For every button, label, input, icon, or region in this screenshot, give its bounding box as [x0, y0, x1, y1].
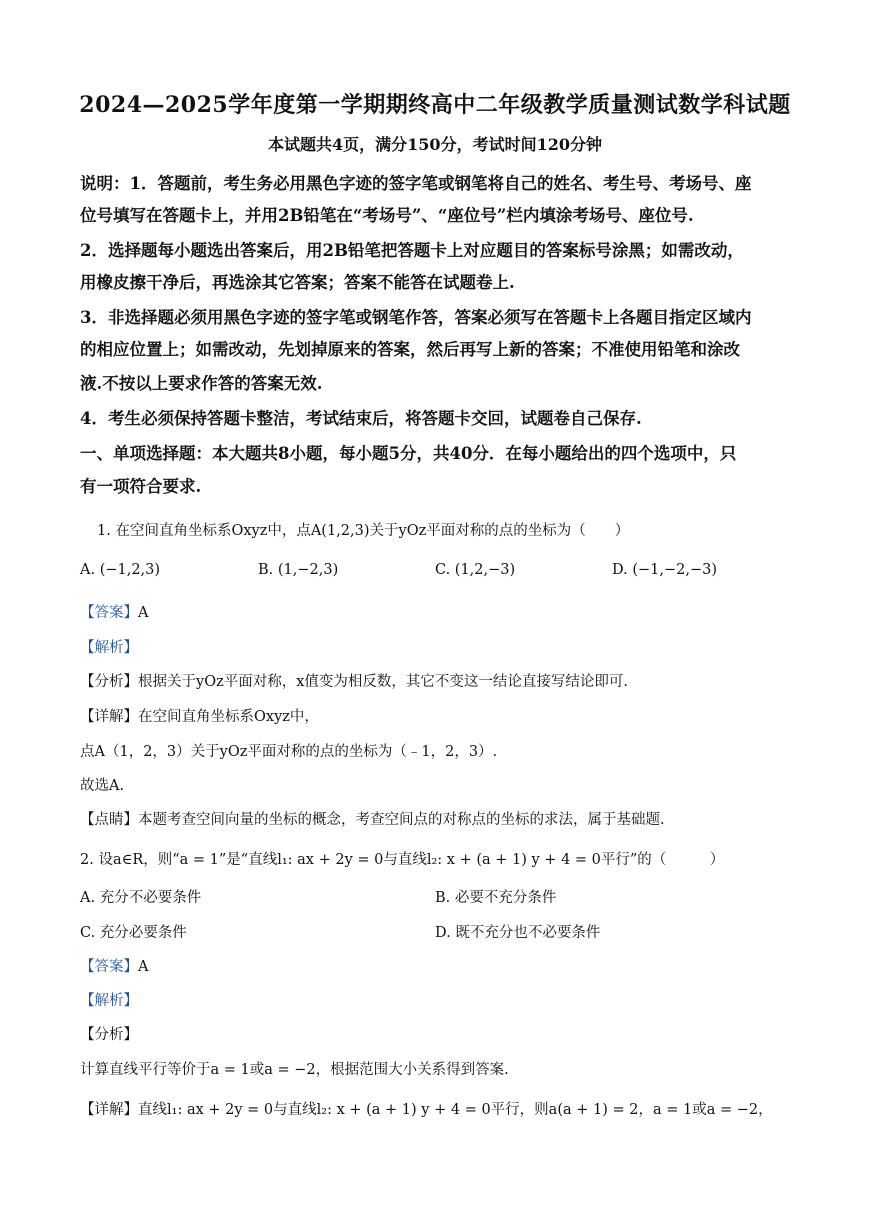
q2-fenxi-text: 计算直线平行等价于a = 1或a = −2，根据范围大小关系得到答案.	[80, 1062, 509, 1078]
q2-fenxi-tag: 【分析】	[80, 1027, 138, 1043]
page-subtitle: 本试题共4页，满分150分，考试时间120分钟	[268, 135, 602, 154]
fenxi-text: 根据关于yOz平面对称，x值变为相反数，其它不变这一结论直接写结论即可.	[138, 674, 629, 690]
q2-xiangjie	[80, 1098, 773, 1119]
instruction-line: 3．非选择题必须用黑色字迹的签字笔或钢笔作答，答案必须写在答题卡上各题目指定区域内	[80, 308, 752, 327]
q2-analysis-tag	[80, 989, 138, 1010]
xiangjie-tag: 【详解】	[80, 1102, 138, 1118]
analysis-tag: 【解析】	[80, 993, 138, 1009]
q1-dianjing	[80, 808, 665, 829]
q2-option-a: A. 充分不必要条件	[80, 890, 202, 906]
q2-answer	[80, 955, 148, 976]
answer-tag: 【答案】	[80, 959, 138, 975]
q2-option-b: B. 必要不充分条件	[435, 890, 557, 906]
xiangjie-text: 在空间直角坐标系Oxyz中，	[138, 709, 319, 725]
q2-option-c: C. 充分必要条件	[80, 925, 187, 941]
xiangjie-text: 直线l₁: ax + 2y = 0与直线l₂: x + (a + 1) y + 4 = 0平行，则a(a + 1) = 2，a = 1或a = −2，	[138, 1102, 773, 1118]
instruction-line: 用橡皮擦干净后，再选涂其它答案；答案不能答在试题卷上.	[80, 273, 515, 292]
instruction-line: 说明：1．答题前，考生务必用黑色字迹的签字笔或钢笔将自己的姓名、考生号、考场号、座	[80, 174, 752, 193]
instruction-line: 位号填写在答题卡上，并用2B铅笔在“考场号”、“座位号”栏内填涂考场号、座位号.	[80, 206, 694, 225]
instruction-line: 2．选择题每小题选出答案后，用2B铅笔把答题卡上对应题目的答案标号涂黑；如需改动，	[80, 241, 744, 260]
xiangjie-tag: 【详解】	[80, 709, 138, 725]
q1-option-d: D. (−1,−2,−3)	[612, 562, 717, 578]
instruction-line: 4．考生必须保持答题卡整洁，考试结束后，将答题卡交回，试题卷自己保存.	[80, 409, 642, 428]
answer-tag: 【答案】	[80, 605, 138, 621]
question-2-stem: 2. 设a∈R，则“a = 1”是“直线l₁: ax + 2y = 0与直线l₂: x + (a + 1) y + 4 = 0平行”的（ ）	[80, 852, 725, 868]
instruction-line: 的相应位置上；如需改动，先划掉原来的答案，然后再写上新的答案；不准使用铅笔和涂改	[80, 340, 740, 359]
q1-analysis-tag	[80, 636, 138, 657]
q1-xiangjie	[80, 705, 319, 726]
q1-detail-line: 故选A.	[80, 778, 125, 794]
page-title: 2024—2025学年度第一学期期终高中二年级教学质量测试数学科试题	[79, 92, 791, 118]
instruction-line: 液.不按以上要求作答的答案无效.	[80, 374, 323, 393]
dianjing-tag: 【点睛】	[80, 812, 138, 828]
section-heading: 有一项符合要求.	[80, 477, 202, 496]
q2-option-d: D. 既不充分也不必要条件	[435, 925, 601, 941]
fenxi-tag: 【分析】	[80, 674, 138, 690]
q1-option-a: A. (−1,2,3)	[80, 562, 161, 578]
analysis-tag: 【解析】	[80, 640, 138, 656]
q1-option-c: C. (1,2,−3)	[435, 562, 516, 578]
question-1-stem: 1. 在空间直角坐标系Oxyz中，点A(1,2,3)关于yOz平面对称的点的坐标为（ ）	[97, 523, 630, 539]
q1-detail-line: 点A（1，2，3）关于yOz平面对称的点的坐标为（﹣1，2，3）.	[80, 744, 498, 760]
q1-answer	[80, 601, 148, 622]
q1-option-b: B. (1,−2,3)	[258, 562, 339, 578]
answer-value: A	[138, 605, 149, 621]
dianjing-text: 本题考查空间向量的坐标的概念，考查空间点的对称点的坐标的求法，属于基础题.	[138, 812, 665, 828]
q1-fenxi	[80, 670, 628, 691]
answer-value: A	[138, 959, 149, 975]
section-heading: 一、单项选择题：本大题共8小题，每小题5分，共40分．在每小题给出的四个选项中，只	[80, 444, 737, 463]
